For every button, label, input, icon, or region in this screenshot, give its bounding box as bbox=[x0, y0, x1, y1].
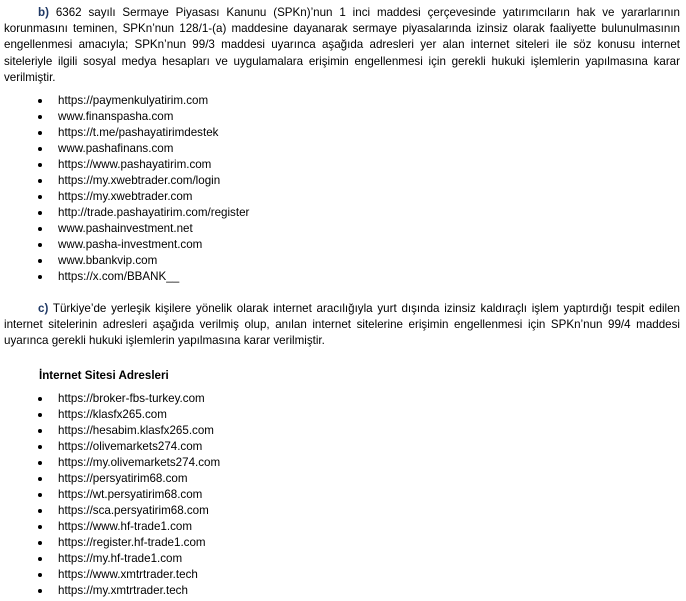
section-b-marker: b) bbox=[38, 6, 49, 19]
website-address: https://persyatirim68.com bbox=[58, 472, 188, 485]
bullet-icon bbox=[38, 163, 42, 167]
website-address: https://www.hf-trade1.com bbox=[58, 520, 193, 533]
list-item bbox=[0, 125, 249, 141]
list-item bbox=[0, 503, 220, 519]
website-address: https://olivemarkets274.com bbox=[58, 440, 203, 453]
list-item bbox=[0, 407, 220, 423]
section-c-link-list bbox=[0, 391, 220, 599]
list-item bbox=[0, 391, 220, 407]
website-address: https://www.xmtrtrader.tech bbox=[58, 568, 198, 581]
list-item bbox=[0, 551, 220, 567]
website-address: https://register.hf-trade1.com bbox=[58, 536, 206, 549]
website-address: www.pasha-investment.com bbox=[58, 238, 203, 251]
list-item bbox=[0, 205, 249, 221]
website-address: https://my.xwebtrader.com bbox=[58, 190, 193, 203]
bullet-icon bbox=[38, 147, 42, 151]
list-item bbox=[0, 583, 220, 599]
bullet-icon bbox=[38, 461, 42, 465]
bullet-icon bbox=[38, 397, 42, 401]
website-address: https://hesabim.klasfx265.com bbox=[58, 424, 214, 437]
website-address: https://paymenkulyatirim.com bbox=[58, 94, 209, 107]
bullet-icon bbox=[38, 589, 42, 593]
bullet-icon bbox=[38, 445, 42, 449]
list-item bbox=[0, 535, 220, 551]
website-address: https://www.pashayatirim.com bbox=[58, 158, 212, 171]
bullet-icon bbox=[38, 179, 42, 183]
section-c-marker: c) bbox=[38, 302, 49, 315]
list-item bbox=[0, 439, 220, 455]
bullet-icon bbox=[38, 477, 42, 481]
section-b-text: 6362 sayılı Sermaye Piyasası Kanunu (SPKn)’nun 1 inci maddesi çerçevesinde yatırımcıların hak ve yararlarının korunmasını teminen, SPKn’nun 128/1-(a) maddesine dayanarak sermaye piyasalarında izinsiz olarak faaliyette bulunulmasının engellenmesi amacıyla; SPKn’nun 99/3 maddesi uyarınca aşağıda adresleri yer alan internet siteleri ile söz konusu internet siteleriyle ilgili sosyal medya hesapları ve uygulamalara erişimin engellenmesi için gerekli hukuki işlemlerin yapılmasına karar verilmiştir. bbox=[4, 6, 680, 84]
section-b-paragraph bbox=[4, 5, 680, 86]
website-address: https://sca.persyatirim68.com bbox=[58, 504, 209, 517]
bullet-icon bbox=[38, 541, 42, 545]
list-item bbox=[0, 471, 220, 487]
website-address: www.pashainvestment.net bbox=[58, 222, 193, 235]
list-item bbox=[0, 269, 249, 285]
list-item bbox=[0, 189, 249, 205]
website-address: https://broker-fbs-turkey.com bbox=[58, 392, 205, 405]
list-item bbox=[0, 519, 220, 535]
section-b-link-list bbox=[0, 93, 249, 285]
website-address: https://t.me/pashayatirimdestek bbox=[58, 126, 219, 139]
website-address: https://x.com/BBANK__ bbox=[58, 270, 180, 283]
website-address: https://my.xwebtrader.com/login bbox=[58, 174, 221, 187]
section-c-text: Türkiye’de yerleşik kişilere yönelik olarak internet aracılığıyla yurt dışında izinsiz kaldıraçlı işlem yaptırdığı tespit edilen internet sitelerinin adresleri aşağıda verilmiş olup, anılan internet sitelerine erişimin engellenmesi için SPKn’nun 99/4 maddesi uyarınca gerekli hukuki işlemlerin yapılmasına karar verilmiştir. bbox=[4, 302, 680, 348]
website-address: https://my.hf-trade1.com bbox=[58, 552, 183, 565]
list-item bbox=[0, 173, 249, 189]
list-item bbox=[0, 455, 220, 471]
list-item bbox=[0, 567, 220, 583]
bullet-icon bbox=[38, 429, 42, 433]
bullet-icon bbox=[38, 227, 42, 231]
bullet-icon bbox=[38, 557, 42, 561]
website-address: www.pashafinans.com bbox=[58, 142, 174, 155]
list-item bbox=[0, 141, 249, 157]
bullet-icon bbox=[38, 275, 42, 279]
bullet-icon bbox=[38, 493, 42, 497]
website-address: http://trade.pashayatirim.com/register bbox=[58, 206, 250, 219]
list-item bbox=[0, 487, 220, 503]
website-address: https://my.xmtrtrader.tech bbox=[58, 584, 188, 597]
list-item bbox=[0, 221, 249, 237]
bullet-icon bbox=[38, 243, 42, 247]
website-address: https://my.olivemarkets274.com bbox=[58, 456, 221, 469]
bullet-icon bbox=[38, 99, 42, 103]
website-address: https://klasfx265.com bbox=[58, 408, 167, 421]
bullet-icon bbox=[38, 259, 42, 263]
bullet-icon bbox=[38, 131, 42, 135]
bullet-icon bbox=[38, 211, 42, 215]
list-item bbox=[0, 253, 249, 269]
list-item bbox=[0, 93, 249, 109]
list-item bbox=[0, 237, 249, 253]
bullet-icon bbox=[38, 509, 42, 513]
website-address: www.finanspasha.com bbox=[58, 110, 174, 123]
section-c-heading: İnternet Sitesi Adresleri bbox=[39, 369, 169, 382]
list-item bbox=[0, 109, 249, 125]
website-address: https://wt.persyatirim68.com bbox=[58, 488, 203, 501]
list-item bbox=[0, 157, 249, 173]
list-item bbox=[0, 423, 220, 439]
bullet-icon bbox=[38, 413, 42, 417]
website-address: www.bbankvip.com bbox=[58, 254, 158, 267]
bullet-icon bbox=[38, 525, 42, 529]
bullet-icon bbox=[38, 115, 42, 119]
section-c-paragraph bbox=[4, 301, 680, 350]
bullet-icon bbox=[38, 195, 42, 199]
bullet-icon bbox=[38, 573, 42, 577]
